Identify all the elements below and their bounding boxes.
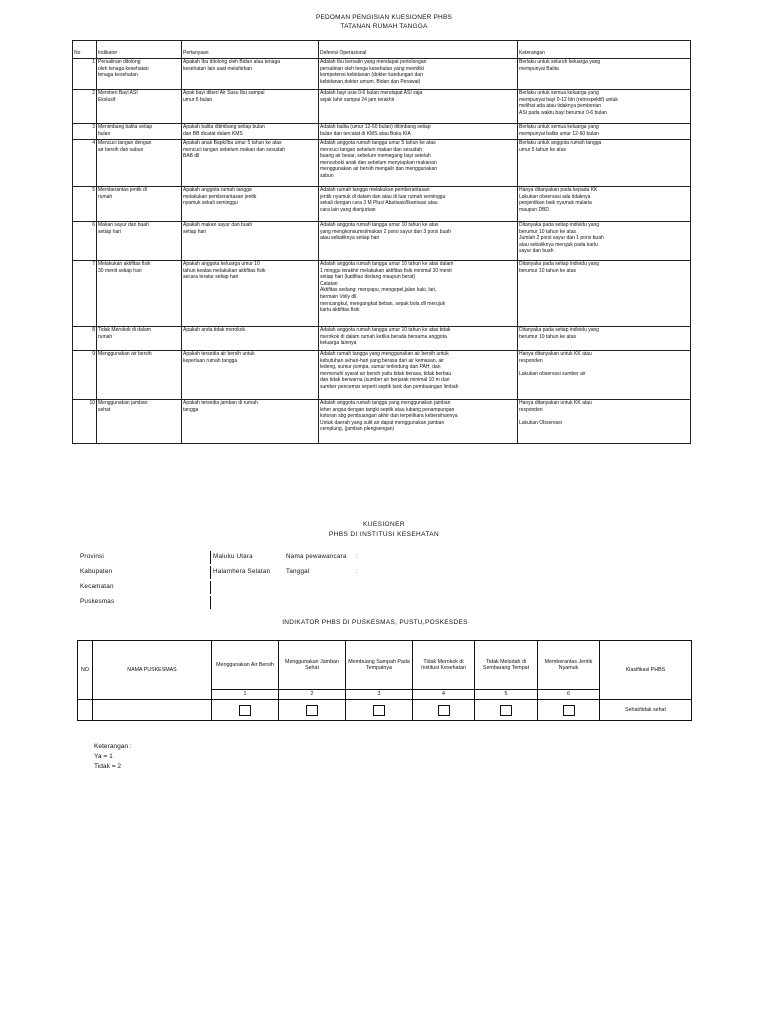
tanggal-label: Tanggal [286,568,310,575]
cell-line: Apakah balita ditimbang setiap bulan [183,124,265,130]
cell-keterangan [518,124,691,140]
no-header: NO [78,641,93,700]
cell-definisi [319,327,518,351]
cell-line: Makan sayur dan buah [98,222,149,228]
guide-table-row [73,140,691,187]
puskesmas-label: Puskesmas [80,598,115,605]
cell-pertanyaan [182,222,319,261]
cell-line: cara lain yang dianjurkan [320,206,376,213]
cell-line: cemplung, (jamban plengsengan) [320,426,395,433]
cell-indikator [97,187,182,222]
cell-line: Memberi Bayi ASI [98,90,138,96]
cell-line: kotoran sbg pembuangan akhir dan terpelihara kebersihannya [320,413,458,420]
cell-definisi [319,187,518,222]
cell-line: Apakah makan sayur dan buah [183,222,253,228]
cell-line: BAB dll [183,153,200,160]
cell-line: Apakah tersedia jamban di rumah [183,400,258,406]
cell-line: Catatan [320,280,338,287]
header-pertanyaan: Pertanyaan [182,41,319,59]
cell-line: setiap hari (katifitas dedang maupun berat) [320,274,416,281]
row-number: 3 [73,124,97,140]
header-definisi: Defenisi Operasional [319,41,518,59]
cell-line: responden [519,406,543,413]
kabupaten-label: Kabupaten [80,568,113,575]
cell-line: mencuci tangan sebelum makan dan sesudah [183,146,286,153]
cell-pertanyaan [182,327,319,351]
cell-line: bulan [98,130,111,137]
cell-pertanyaan [182,124,319,140]
cell-line: sehat [98,406,111,413]
cell-line: melihat ada atau tidaknya pemberian [519,103,601,110]
row-number: 5 [73,187,97,222]
column-number-1: 1 [212,690,279,700]
cell-line: Adalah rumah tangga melakukan pemberantasan [320,187,430,193]
cell-line: memenuhi syarat air bersih yaitu tidak berasa, tidak berbau [320,370,452,377]
cell-line: umur 6 bulan [183,96,213,103]
info-row-kecamatan [80,581,500,596]
row-number: 8 [73,327,97,351]
cell-line: dan tidak berwarna (sumber air berjarak minimal 10 m dari [320,377,450,384]
cell-pertanyaan [182,351,319,400]
checkbox-cell-3 [346,700,413,721]
cell-definisi [319,222,518,261]
cell-line [519,413,689,420]
cell-line: sekali dengan cara 3 M Plus/ Abatisasi/Ikanisasi atau [320,200,438,207]
column-header-6: Memberantas Jentik Nyamuk [538,641,600,690]
cell-line: oleh tenaga kesehatan [98,65,149,72]
row-number: 6 [73,222,97,261]
header-indikator: Indikator [97,41,182,59]
kecamatan-field[interactable] [210,581,211,594]
cell-indikator [97,261,182,327]
cell-line: Apakah Ibu ditolong oleh Bidan atau tenaga [183,59,281,65]
cell-line: Adalah anggota rumah tangga umur 10 tahun ke atas tidak [320,327,451,333]
cell-line: Jumlah 2 porsi sayur dan 1 porsi buah [519,235,604,242]
kuesioner-heading [0,520,768,540]
checkbox-cell-6 [538,700,600,721]
cell-line: ledeng, sumur pompa, sumur terlindung dan PAH, dan [320,364,441,371]
cell-line: setiap hari [183,228,207,235]
indikator-checkbox-1[interactable] [239,705,251,716]
cell-line: sumber pencemar seperti septik tank dan pembuangan limbah [320,383,459,390]
field-divider [210,551,211,564]
cell-line: kesehatan lain saat melahirkan [183,65,252,72]
indikator-checkbox-6[interactable] [563,705,575,716]
cell-pertanyaan [182,90,319,124]
column-header-3: Membuang Sampah Pada Tempatnya [346,641,413,690]
cell-line: bulan dan tercatat di KMS atau Buku KIA [320,130,411,137]
guide-table-row [73,222,691,261]
cell-line: sabun [320,172,334,179]
cell-keterangan [518,90,691,124]
column-number-3: 3 [346,690,413,700]
cell-line: kartu aktifitas fisik [320,307,360,314]
cell-line: mencangkul, mengangkat beban, sepak bola dll merujuk [320,300,446,307]
cell-line: Melakukan aktifitas fisik [98,261,151,267]
info-row-provinsi [80,551,500,566]
cell-line: Apakah anggota rumah tangga [183,187,252,193]
cell-definisi [319,400,518,444]
indikator-checkbox-3[interactable] [373,705,385,716]
cell-line: buang air besar, sebelum memegang bayi setelah [320,153,431,160]
cell-line: bermain Volly dll. [320,293,358,300]
provinsi-value[interactable]: Maluku Utara [213,553,253,560]
cell-pertanyaan [182,400,319,444]
column-number-4: 4 [413,690,475,700]
kecamatan-label: Kecamatan [80,583,114,590]
cell-keterangan [518,261,691,327]
klasifikasi-value[interactable]: Sehat/tidak sehat [600,700,692,721]
cell-line: yang mengkonsumsi/makan 2 porsi sayur dan 3 porsi buah [320,228,451,235]
cell-line: Adalah rumah tangga yang menggunakan air bersih untuk [320,351,449,357]
info-row-puskesmas [80,596,500,611]
guide-table-row [73,261,691,327]
indikator-checkbox-5[interactable] [500,705,512,716]
cell-line: Apakah tersedia air bersih untuk [183,351,255,357]
row-number: 2 [73,90,97,124]
cell-keterangan [518,222,691,261]
cell-line: umur 5 tahun ke atas [519,146,566,153]
cell-line: kebutuhan sehari-hari yang berasa dari air kemasan, air [320,357,444,364]
cell-line [519,364,689,371]
cell-line: menggunakan air bersih mengalir dan menggunakan [320,166,438,173]
cell-line: Adalah anggota rumah tangga yang menggunakan jamban [320,400,451,406]
row-number: 9 [73,351,97,400]
cell-line: Lakukan observasi ada tidaknya [519,193,591,200]
cell-indikator [97,351,182,400]
guide-table-row [73,59,691,90]
cell-line: tahun keatas melakukan aktifitas fisik [183,267,266,274]
cell-line: kebidanan,dokter umum, Bidan dan Perawat) [320,78,421,85]
cell-indikator [97,124,182,140]
tanggal-colon: : [356,568,358,575]
cell-line: air bersih dan sabun [98,146,144,153]
row-number: 4 [73,140,97,187]
cell-line: Berlaku untuk semua keluarga yang [519,90,599,96]
header-no: No [73,41,97,59]
cell-keterangan [518,187,691,222]
cell-keterangan [518,140,691,187]
cell-line: mempunyai bayi 0-12 bln (retrospektif) untuk [519,96,618,103]
cell-line: keluarga lainnya [320,340,357,347]
column-header-1: Menggunakan Air Bersih [212,641,279,690]
cell-line: merokok di dalam rumah ketika berada bersama anggota [320,333,447,340]
cell-line: dan BB dicatat dalam KMS [183,130,243,137]
cell-line: Adalah balita (umur 12-60 bulan) ditimbang setiap [320,124,431,130]
cell-line: Apakah anggota keluarga umur 10 [183,261,260,267]
cell-definisi [319,90,518,124]
cell-indikator [97,140,182,187]
cell-definisi [319,59,518,90]
cell-line: Apak bayi diberi Air Susu Ibu sampai [183,90,265,96]
nama-puskesmas-cell[interactable] [93,700,212,721]
checkbox-cell-2 [279,700,346,721]
cell-line: responden [519,357,543,364]
cell-definisi [319,261,518,327]
column-number-6: 6 [538,690,600,700]
nama-puskesmas-header: NAMA PUSKESMAS [93,641,212,700]
cell-line: mencuci tangan sebelum makan dan sesudah [320,146,423,153]
row-number: 10 [73,400,97,444]
cell-line: tangga [183,406,199,413]
cell-line: Menggunakan jamban [98,400,148,406]
cell-indikator [97,327,182,351]
cell-line: keperluan rumah tangga [183,357,238,364]
cell-line: sejak lahir sampai 24 jam terakhir [320,96,395,103]
cell-line: atau sebaliknya setiap hari [320,235,380,242]
cell-line: Adalah anggota rumah tangga umur 10 tahun ke atas [320,222,439,228]
guide-table-row [73,327,691,351]
checkbox-cell-5 [475,700,538,721]
cell-line: berumur 10 tahun ke atas [519,333,576,340]
cell-line: berumur 10 tahun ke atas [519,228,576,235]
cell-line: Berlaku untuk seluruh keluarga yang [519,59,601,65]
indikator-title: INDIKATOR PHBS DI PUSKESMAS, PUSTU,POSKESDES [282,619,468,626]
kuesioner-subtitle: PHBS DI INSTITUSI KESEHATAN [328,531,440,538]
checkbox-cell-1 [212,700,279,721]
cell-pertanyaan [182,261,319,327]
cell-line: ASI pada waktu bayi berumur 0-6 bulan [519,109,607,116]
cell-line: setiap hari [98,228,122,235]
cell-line: Memberantas jentik di [98,187,147,193]
cell-line: penjentikan baik nyamuk malaria [519,200,592,207]
cell-line: Menimbang balita setiap [98,124,153,130]
cell-line: jentik nyamuk di dalam dan atau di luar rumah seminggu [320,193,446,200]
indikator-input-row [78,700,692,721]
info-row-kabupaten [80,566,500,581]
cell-indikator [97,400,182,444]
nama-pewawancara-label: Nama pewawancara [286,553,347,560]
indikator-table [77,640,692,721]
column-header-5: Tidak Meludah di Sembarang Tempat [475,641,538,690]
keterangan-ya: Ya = 1 [94,753,113,760]
cell-line: Untuk daerah yang sulit air dapat menggunakan jamban [320,419,445,426]
cell-line: atau sebaliknya merujuk pada kartu [519,241,598,248]
cell-definisi [319,140,518,187]
cell-line: mempunyai Balita [519,65,559,72]
cell-line: Lakukan Observasi [519,419,562,426]
cell-pertanyaan [182,140,319,187]
klasifikasi-header: Klasifikasi PHBS [600,641,692,700]
cell-keterangan [518,351,691,400]
cell-line: Tidak Merokok di dalam [98,327,151,333]
cell-line: Ekslusif [98,96,116,103]
title-line-1: PEDOMAN PENGISIAN KUESIONER PHBS [315,14,453,21]
cell-line: Hanya ditanyakan untuk KK atau [519,400,592,406]
cell-line: Apakah anak Bapk/Ibu umur 5 tahun ke atas [183,140,282,146]
column-number-5: 5 [475,690,538,700]
guide-table-header [73,41,691,59]
title-line-2: TATANAN RUMAH TANGGA [340,23,428,30]
column-number-2: 2 [279,690,346,700]
cell-keterangan [518,327,691,351]
guide-table-row [73,187,691,222]
indikator-header-row [78,641,692,690]
cell-line: kompetensi kebidanan (dokter kandungan dan [320,72,423,79]
row-number: 7 [73,261,97,327]
cell-line: Apakah anda tidak merokok [183,327,245,333]
cell-line: maupun DBD [519,206,550,213]
cell-line: melakukan pemberantasan jentik [183,193,257,200]
checkbox-cell-4 [413,700,475,721]
cell-indikator [97,222,182,261]
cell-line: Hanya ditanyakan untuk KK atau [519,351,592,357]
cell-line: Hanya ditanyakan pada kepada KK [519,187,598,193]
cell-line: Mencuci tangan dengan [98,140,152,146]
cell-pertanyaan [182,59,319,90]
no-cell [78,700,93,721]
cell-line: tenaga kesehatan [98,72,138,79]
keterangan-label: Keterangan : [94,743,132,750]
cell-keterangan [518,59,691,90]
guide-table-row [73,351,691,400]
document-title [0,13,768,31]
cell-line: nyamuk sekali seminggu [183,200,238,207]
kabupaten-value[interactable]: Halamhera Selatan [213,568,271,575]
info-block [80,551,500,611]
cell-line: Adalah anggota rumah tangga umur 10 tahun ke atas dalam [320,261,454,267]
cell-line: rumah [98,333,113,340]
puskesmas-field[interactable] [210,596,211,609]
cell-line: Adalah Ibu bersalin yang mendapat pertolongan [320,59,427,65]
cell-line: berumur 10 tahun ke atas [519,267,576,274]
cell-line: Ditanyaka pada setiap individu yang [519,327,600,333]
column-header-4: Tidak Merokok di Institusi Kesehatan [413,641,475,690]
cell-line: 30 menit setiap hari [98,267,142,274]
indikator-checkbox-2[interactable] [306,705,318,716]
cell-line: Lakukan observasi sumber air [519,370,586,377]
cell-line: secara teratur setiap hari [183,274,239,281]
header-keterangan: Keterangan [518,41,691,59]
cell-definisi [319,124,518,140]
cell-line: Berlaku untuk anggota rumah tangga [519,140,602,146]
field-divider [210,566,211,579]
cell-line: rumah [98,193,113,200]
cell-definisi [319,351,518,400]
guide-table-row [73,400,691,444]
kuesioner-title: KUESIONER [363,521,405,528]
cell-line: Ditanyaka pada setiap individu yang [519,222,600,228]
cell-keterangan [518,400,691,444]
cell-line: 1 minggu terakhir melakukan aktifitas fisik minimal 30 menit [320,267,452,274]
cell-indikator [97,90,182,124]
indikator-checkbox-4[interactable] [438,705,450,716]
guide-table-row [73,124,691,140]
keterangan-block [94,742,132,772]
nama-pewawancara-colon: : [356,553,358,560]
column-header-2: Menggunakan Jamban Sehat [279,641,346,690]
guide-table-row [73,90,691,124]
cell-line: mempunyai balita umur 12-60 bulan [519,130,599,137]
provinsi-label: Provinsi [80,553,104,560]
cell-line: Persalinan ditolong [98,59,141,65]
guide-table-body [73,59,691,444]
cell-line: Ditanyaka pada setiap individu yang [519,261,600,267]
cell-line: leher angsa dengan tangki septik atau lubang penampungan [320,406,455,413]
cell-line: sayur dan buah [519,248,554,255]
guide-table [72,40,691,444]
cell-line: Menggunakan air bersih [98,351,152,357]
row-number: 1 [73,59,97,90]
cell-line: Berlaku untuk semua keluarga yang [519,124,599,130]
cell-line: persalinan oleh tenga kesehatan yang memiliki [320,65,424,72]
cell-line: Adalah bayi usia 0-6 bulan mendapat ASI saja [320,90,423,96]
cell-line: Aktifitas sedang: menyapu, mengepel,jalan kaki, lari, [320,287,437,294]
cell-line: menceboki anak dan sebelum menyiapkan makanan [320,159,437,166]
keterangan-tidak: Tidak = 2 [94,763,122,770]
cell-pertanyaan [182,187,319,222]
cell-line: Adalah anggota rumah tangga umur 5 tahun ke atas [320,140,436,146]
cell-indikator [97,59,182,90]
